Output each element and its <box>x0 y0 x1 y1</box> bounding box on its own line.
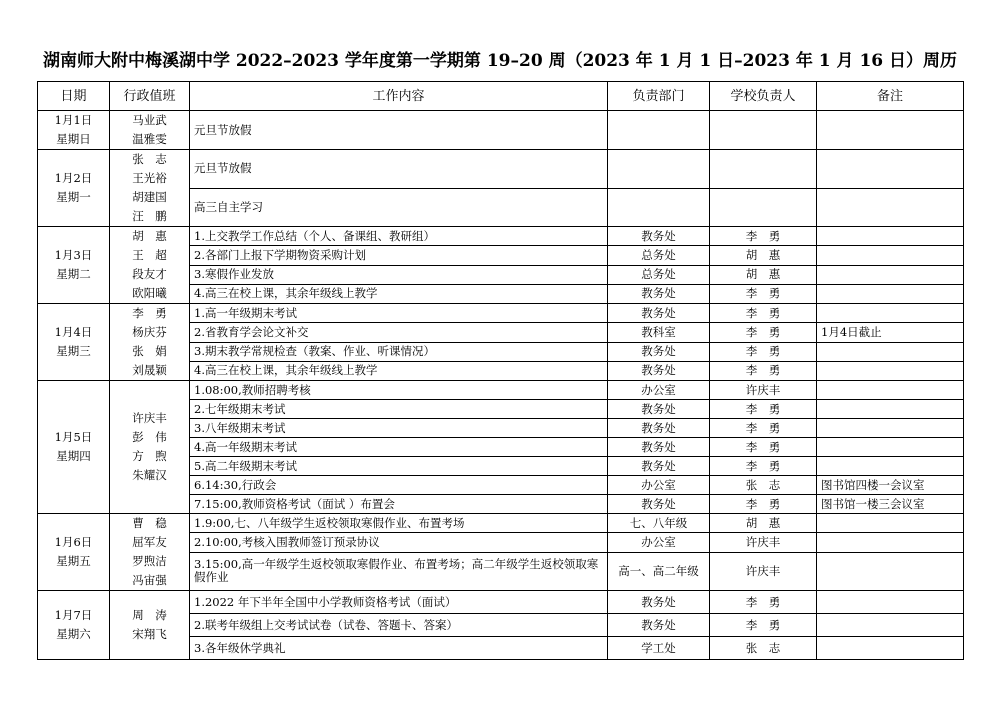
leader-cell: 李 勇 <box>710 457 817 476</box>
content-cell: 6.14:30,行政会 <box>190 476 608 495</box>
note-cell <box>817 111 964 150</box>
header-duty: 行政值班 <box>110 82 190 111</box>
department-cell <box>608 111 710 150</box>
leader-cell: 胡 惠 <box>710 265 817 284</box>
table-row <box>38 304 964 323</box>
date-cell <box>38 227 110 304</box>
page-title: 湖南师大附中梅溪湖中学 2022–2023 学年度第一学期第 19–20 周（2023 年 1 月 1 日–2023 年 1 月 16 日）周历 <box>42 51 958 71</box>
weekly-calendar-table <box>37 81 964 660</box>
weekday-text: 星期一 <box>56 190 91 204</box>
note-cell <box>817 342 964 361</box>
duty-cell <box>110 514 190 591</box>
department-cell <box>608 188 710 227</box>
content-cell: 5.高二年级期末考试 <box>190 457 608 476</box>
department-cell: 教务处 <box>608 614 710 637</box>
date-cell <box>38 150 110 227</box>
date-cell <box>38 591 110 660</box>
table-row <box>38 591 964 614</box>
leader-cell: 李 勇 <box>710 361 817 380</box>
note-cell <box>817 457 964 476</box>
date-cell <box>38 111 110 150</box>
leader-cell: 李 勇 <box>710 227 817 246</box>
duty-person: 段友才 <box>132 267 167 281</box>
duty-person: 朱耀汉 <box>132 468 167 482</box>
leader-cell: 李 勇 <box>710 400 817 419</box>
note-cell <box>817 381 964 400</box>
duty-cell <box>110 591 190 660</box>
leader-cell: 李 勇 <box>710 342 817 361</box>
leader-cell: 许庆丰 <box>710 533 817 552</box>
content-cell: 4.高一年级期末考试 <box>190 438 608 457</box>
duty-person: 刘晟颖 <box>132 363 167 377</box>
duty-person: 彭 伟 <box>132 430 167 444</box>
department-cell: 教务处 <box>608 284 710 303</box>
department-cell: 办公室 <box>608 381 710 400</box>
duty-person: 宋翔飞 <box>132 627 167 641</box>
duty-cell <box>110 304 190 381</box>
content-cell: 1.2022 年下半年全国中小学教师资格考试（面试） <box>190 591 608 614</box>
header-leader: 学校负责人 <box>710 82 817 111</box>
duty-person: 温雅雯 <box>132 132 167 146</box>
date-text: 1月6日 <box>54 535 93 549</box>
leader-cell: 李 勇 <box>710 304 817 323</box>
duty-person: 王光裕 <box>132 171 167 185</box>
duty-cell <box>110 381 190 514</box>
date-text: 1月1日 <box>54 113 93 127</box>
date-text: 1月3日 <box>54 248 93 262</box>
content-cell: 1.9:00,七、八年级学生返校领取寒假作业、布置考场 <box>190 514 608 533</box>
department-cell: 七、八年级 <box>608 514 710 533</box>
content-cell: 2.联考年级组上交考试试卷（试卷、答题卡、答案） <box>190 614 608 637</box>
header-department: 负责部门 <box>608 82 710 111</box>
note-cell: 图书馆四楼一会议室 <box>817 476 964 495</box>
leader-cell <box>710 111 817 150</box>
department-cell: 教务处 <box>608 438 710 457</box>
duty-cell <box>110 150 190 227</box>
leader-cell: 张 志 <box>710 476 817 495</box>
table-row <box>38 381 964 400</box>
leader-cell: 李 勇 <box>710 495 817 514</box>
leader-cell: 李 勇 <box>710 438 817 457</box>
leader-cell: 李 勇 <box>710 614 817 637</box>
header-row <box>38 82 964 111</box>
date-cell <box>38 514 110 591</box>
leader-cell: 李 勇 <box>710 323 817 342</box>
content-cell: 1.高一年级期末考试 <box>190 304 608 323</box>
department-cell: 教科室 <box>608 323 710 342</box>
note-cell <box>817 419 964 438</box>
department-cell: 教务处 <box>608 419 710 438</box>
leader-cell <box>710 150 817 189</box>
duty-person: 周 涛 <box>132 608 167 622</box>
duty-person: 冯宙强 <box>132 573 167 587</box>
leader-cell: 胡 惠 <box>710 514 817 533</box>
department-cell: 教务处 <box>608 304 710 323</box>
department-cell: 教务处 <box>608 227 710 246</box>
department-cell: 教务处 <box>608 342 710 361</box>
content-cell: 2.各部门上报下学期物资采购计划 <box>190 246 608 265</box>
duty-person: 王 超 <box>132 248 167 262</box>
leader-cell <box>710 188 817 227</box>
header-date: 日期 <box>38 82 110 111</box>
department-cell: 教务处 <box>608 495 710 514</box>
weekday-text: 星期五 <box>56 554 91 568</box>
content-cell: 3.15:00,高一年级学生返校领取寒假作业、布置考场；高二年级学生返校领取寒假作业 <box>190 552 608 591</box>
date-cell <box>38 381 110 514</box>
department-cell: 办公室 <box>608 476 710 495</box>
leader-cell: 胡 惠 <box>710 246 817 265</box>
content-cell: 3.期末教学常规检查（教案、作业、听课情况） <box>190 342 608 361</box>
weekday-text: 星期二 <box>56 267 91 281</box>
note-cell <box>817 227 964 246</box>
note-cell <box>817 591 964 614</box>
content-cell: 元旦节放假 <box>190 150 608 189</box>
duty-cell <box>110 111 190 150</box>
table-row <box>38 150 964 189</box>
leader-cell: 李 勇 <box>710 419 817 438</box>
duty-person: 马业武 <box>132 113 167 127</box>
table-row <box>38 111 964 150</box>
duty-person: 张 志 <box>132 152 167 166</box>
content-cell: 元旦节放假 <box>190 111 608 150</box>
weekday-text: 星期日 <box>56 132 91 146</box>
note-cell <box>817 246 964 265</box>
weekday-text: 星期三 <box>56 344 91 358</box>
note-cell <box>817 150 964 189</box>
note-cell <box>817 361 964 380</box>
content-cell: 4.高三在校上课，其余年级线上教学 <box>190 284 608 303</box>
duty-person: 欧阳曦 <box>132 286 167 300</box>
duty-person: 胡建国 <box>132 190 167 204</box>
content-cell: 2.10:00,考核入围教师签订预录协议 <box>190 533 608 552</box>
leader-cell: 李 勇 <box>710 591 817 614</box>
department-cell <box>608 150 710 189</box>
content-cell: 2.七年级期末考试 <box>190 400 608 419</box>
duty-person: 屈军友 <box>132 535 167 549</box>
content-cell: 3.寒假作业发放 <box>190 265 608 284</box>
duty-cell <box>110 227 190 304</box>
table-row <box>38 514 964 533</box>
leader-cell: 张 志 <box>710 637 817 660</box>
duty-person: 罗煦洁 <box>132 554 167 568</box>
date-text: 1月5日 <box>54 430 93 444</box>
department-cell: 办公室 <box>608 533 710 552</box>
department-cell: 教务处 <box>608 361 710 380</box>
date-text: 1月2日 <box>54 171 93 185</box>
date-text: 1月4日 <box>54 325 93 339</box>
note-cell <box>817 304 964 323</box>
note-cell: 1月4日截止 <box>817 323 964 342</box>
leader-cell: 李 勇 <box>710 284 817 303</box>
date-cell <box>38 304 110 381</box>
content-cell: 3.各年级休学典礼 <box>190 637 608 660</box>
content-cell: 7.15:00,教师资格考试（面试 ）布置会 <box>190 495 608 514</box>
note-cell <box>817 438 964 457</box>
content-cell: 4.高三在校上课，其余年级线上教学 <box>190 361 608 380</box>
duty-person: 李 勇 <box>132 306 167 320</box>
note-cell <box>817 614 964 637</box>
duty-person: 张 娟 <box>132 344 167 358</box>
note-cell <box>817 514 964 533</box>
department-cell: 教务处 <box>608 400 710 419</box>
note-cell <box>817 637 964 660</box>
department-cell: 学工处 <box>608 637 710 660</box>
duty-person: 汪 鹏 <box>132 209 167 223</box>
department-cell: 高一、高二年级 <box>608 552 710 591</box>
content-cell: 1.08:00,教师招聘考核 <box>190 381 608 400</box>
duty-person: 许庆丰 <box>132 411 167 425</box>
department-cell: 教务处 <box>608 591 710 614</box>
duty-person: 方 煦 <box>132 449 167 463</box>
note-cell <box>817 188 964 227</box>
content-cell: 2.省教育学会论文补交 <box>190 323 608 342</box>
leader-cell: 许庆丰 <box>710 552 817 591</box>
note-cell: 图书馆一楼三会议室 <box>817 495 964 514</box>
department-cell: 总务处 <box>608 246 710 265</box>
duty-person: 曹 稳 <box>132 516 167 530</box>
content-cell: 高三自主学习 <box>190 188 608 227</box>
header-note: 备注 <box>817 82 964 111</box>
note-cell <box>817 533 964 552</box>
leader-cell: 许庆丰 <box>710 381 817 400</box>
duty-person: 杨庆芬 <box>132 325 167 339</box>
content-cell: 3.八年级期末考试 <box>190 419 608 438</box>
department-cell: 教务处 <box>608 457 710 476</box>
note-cell <box>817 284 964 303</box>
date-text: 1月7日 <box>54 608 93 622</box>
note-cell <box>817 552 964 591</box>
header-content: 工作内容 <box>190 82 608 111</box>
weekday-text: 星期四 <box>56 449 91 463</box>
table-row <box>38 227 964 246</box>
note-cell <box>817 265 964 284</box>
content-cell: 1.上交教学工作总结（个人、备课组、教研组） <box>190 227 608 246</box>
duty-person: 胡 惠 <box>132 229 167 243</box>
department-cell: 总务处 <box>608 265 710 284</box>
note-cell <box>817 400 964 419</box>
weekday-text: 星期六 <box>56 627 91 641</box>
calendar-body <box>38 111 964 660</box>
